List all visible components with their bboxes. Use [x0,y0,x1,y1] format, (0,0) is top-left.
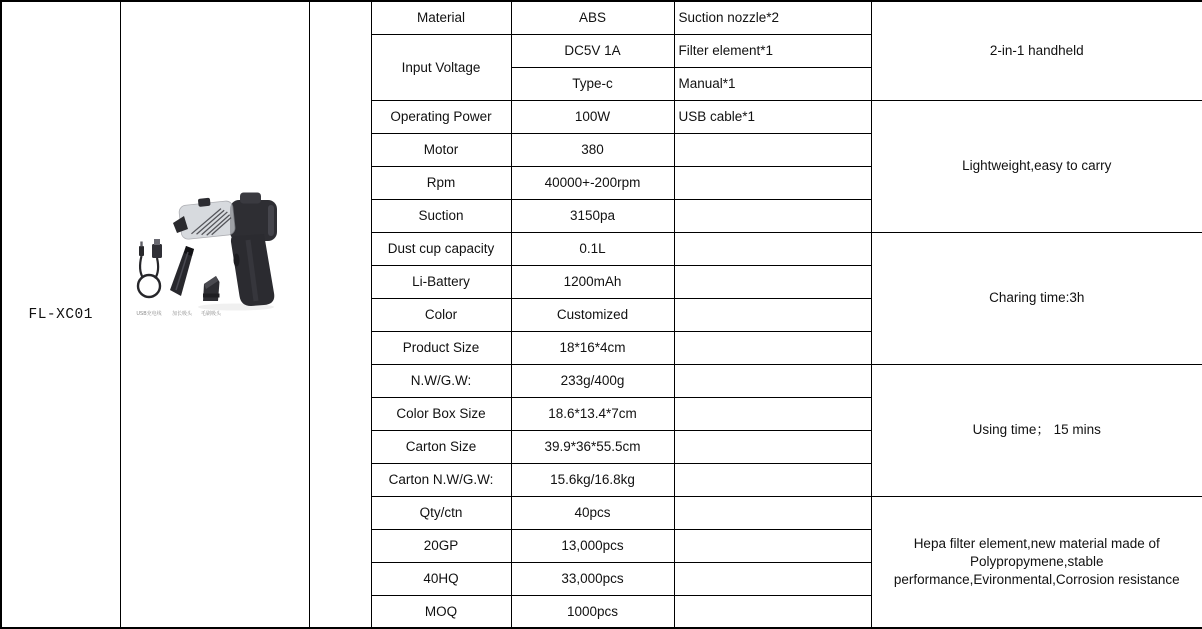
spec-value-cell: 233g/400g [511,364,674,397]
spec-value-cell: 380 [511,133,674,166]
spec-label-cell: Rpm [371,166,511,199]
spec-label-cell: Input Voltage [371,34,511,100]
package-item-cell [674,133,871,166]
spec-label-cell: Operating Power [371,100,511,133]
spec-value-cell: 39.9*36*55.5cm [511,430,674,463]
spec-value-cell: 33,000pcs [511,562,674,595]
package-item-cell [674,166,871,199]
package-item-cell [674,331,871,364]
spec-label-cell: Color [371,298,511,331]
spec-label-cell: Product Size [371,331,511,364]
spec-value-cell: Type-c [511,67,674,100]
package-item-cell [674,595,871,628]
package-item-cell: Filter element*1 [674,34,871,67]
feature-cell: Lightweight,easy to carry [871,100,1202,232]
spec-label-cell: Qty/ctn [371,496,511,529]
package-item-cell [674,562,871,595]
spec-value-cell: 18*16*4cm [511,331,674,364]
package-item-cell [674,397,871,430]
package-item-cell [674,463,871,496]
spec-label-cell: Dust cup capacity [371,232,511,265]
model-cell [1,1,120,628]
spec-label-cell: MOQ [371,595,511,628]
spec-value-cell: 100W [511,100,674,133]
spec-value-cell: ABS [511,1,674,34]
vacuum-product-illustration [124,180,306,332]
spec-label-cell: 20GP [371,529,511,562]
crevice-nozzle-caption: 加长吸头 [171,310,192,317]
spec-value-cell: 1000pcs [511,595,674,628]
package-item-cell [674,232,871,265]
spec-value-cell: 15.6kg/16.8kg [511,463,674,496]
package-item-cell [674,529,871,562]
package-item-cell [674,265,871,298]
spec-value-cell: 0.1L [511,232,674,265]
feature-cell: Hepa filter element,new material made of Polypropymene,stable performance,Evironmental,Corrosion resistance [871,496,1202,628]
brush-nozzle-icon [203,276,220,301]
spec-label-cell: 40HQ [371,562,511,595]
usb-cable-icon [138,239,162,297]
package-item-cell: Manual*1 [674,67,871,100]
brush-nozzle-caption: 毛刷吸头 [200,310,221,317]
spec-value-cell: DC5V 1A [511,34,674,67]
package-item-cell: Suction nozzle*2 [674,1,871,34]
feature-cell: Charing time:3h [871,232,1202,364]
spec-label-cell: Li-Battery [371,265,511,298]
package-item-cell [674,430,871,463]
spec-label-cell: Color Box Size [371,397,511,430]
model-number: FL-XC01 [28,306,93,323]
feature-cell: 2-in-1 handheld [871,1,1202,100]
spec-value-cell: 40pcs [511,496,674,529]
spec-value-cell: 1200mAh [511,265,674,298]
spec-value-cell: 3150pa [511,199,674,232]
package-item-cell [674,364,871,397]
spec-label-cell: Carton Size [371,430,511,463]
feature-cell: Using time； 15 mins [871,364,1202,496]
package-item-cell [674,298,871,331]
spec-value-cell: Customized [511,298,674,331]
spec-value-cell: 40000+-200rpm [511,166,674,199]
spec-label-cell: Motor [371,133,511,166]
spec-label-cell: Material [371,1,511,34]
package-item-cell: USB cable*1 [674,100,871,133]
spec-label-cell: N.W/G.W: [371,364,511,397]
package-item-cell [674,496,871,529]
table-row [1,1,1202,34]
crevice-nozzle-icon [170,246,194,296]
product-image-cell [120,1,309,628]
spec-value-cell: 13,000pcs [511,529,674,562]
usb-cable-caption: USB充电线 [135,310,162,317]
spec-value-cell: 18.6*13.4*7cm [511,397,674,430]
spacer-cell [309,1,371,628]
package-item-cell [674,199,871,232]
spec-label-cell: Carton N.W/G.W: [371,463,511,496]
product-figure [121,4,309,626]
spec-label-cell: Suction [371,199,511,232]
